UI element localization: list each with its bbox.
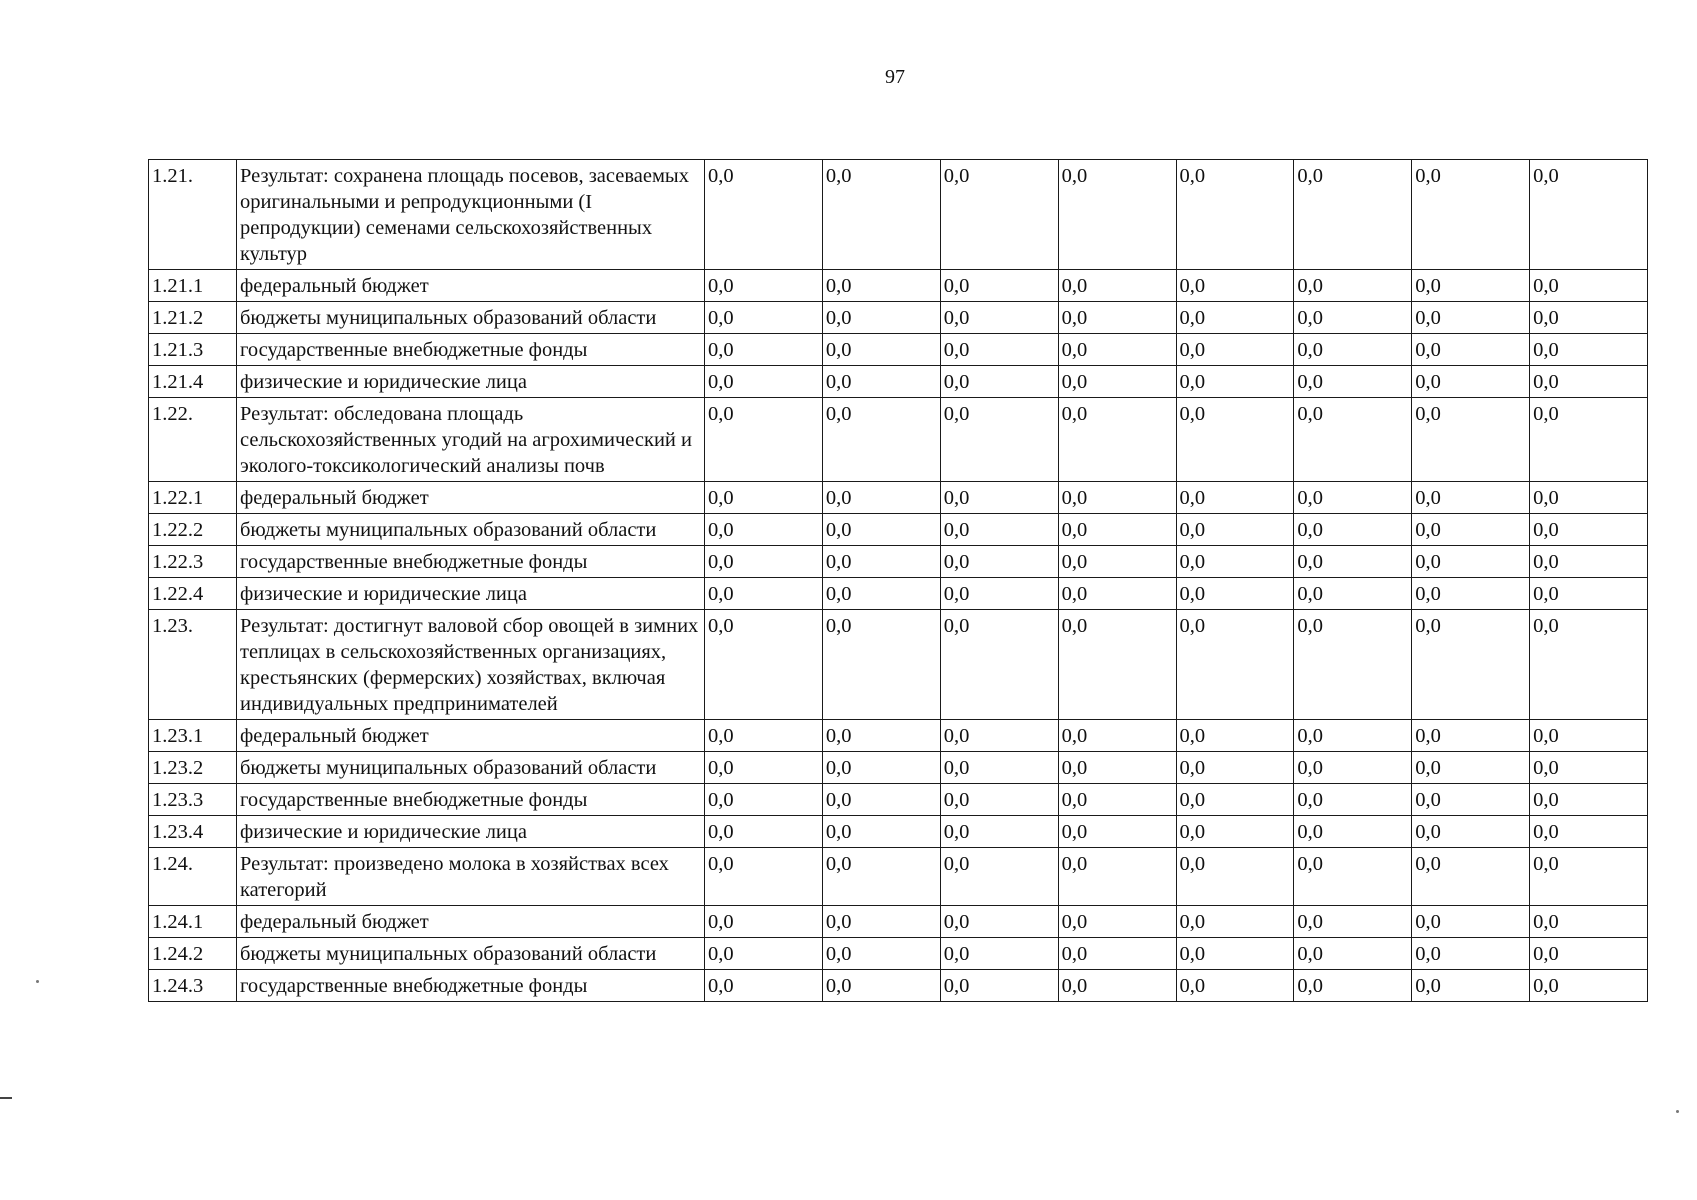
table-row — [149, 906, 1648, 938]
table-row — [149, 270, 1648, 302]
row-value: 0,0 — [822, 482, 940, 514]
table-row — [149, 970, 1648, 1002]
row-value: 0,0 — [1058, 546, 1176, 578]
row-value: 0,0 — [1176, 752, 1294, 784]
row-value: 0,0 — [1412, 270, 1530, 302]
row-code: 1.23.1 — [149, 720, 237, 752]
table-row — [149, 938, 1648, 970]
row-value: 0,0 — [822, 720, 940, 752]
row-description: бюджеты муниципальных образований области — [237, 938, 705, 970]
row-value: 0,0 — [1530, 720, 1648, 752]
table-row — [149, 334, 1648, 366]
row-value: 0,0 — [1412, 160, 1530, 270]
row-value: 0,0 — [940, 784, 1058, 816]
row-value: 0,0 — [1412, 938, 1530, 970]
row-code: 1.22.3 — [149, 546, 237, 578]
row-value: 0,0 — [1058, 784, 1176, 816]
row-value: 0,0 — [1294, 610, 1412, 720]
row-value: 0,0 — [1058, 578, 1176, 610]
row-value: 0,0 — [1176, 578, 1294, 610]
row-value: 0,0 — [822, 610, 940, 720]
row-code: 1.21.2 — [149, 302, 237, 334]
row-description: Результат: сохранена площадь посевов, засеваемых оригинальными и репродукционными (I репродукции) семенами сельскохозяйственных культур — [237, 160, 705, 270]
row-value: 0,0 — [1412, 784, 1530, 816]
row-description: федеральный бюджет — [237, 906, 705, 938]
row-description: физические и юридические лица — [237, 366, 705, 398]
row-value: 0,0 — [1176, 398, 1294, 482]
row-description: федеральный бюджет — [237, 720, 705, 752]
row-value: 0,0 — [940, 514, 1058, 546]
row-value: 0,0 — [1294, 366, 1412, 398]
table-row — [149, 160, 1648, 270]
row-value: 0,0 — [822, 160, 940, 270]
row-value: 0,0 — [1530, 906, 1648, 938]
row-code: 1.24. — [149, 848, 237, 906]
row-value: 0,0 — [1176, 334, 1294, 366]
row-value: 0,0 — [1530, 784, 1648, 816]
table-row — [149, 816, 1648, 848]
row-value: 0,0 — [822, 816, 940, 848]
row-value: 0,0 — [822, 514, 940, 546]
table-row — [149, 610, 1648, 720]
row-description: государственные внебюджетные фонды — [237, 970, 705, 1002]
table-row — [149, 398, 1648, 482]
row-value: 0,0 — [1294, 752, 1412, 784]
row-value: 0,0 — [940, 752, 1058, 784]
row-description: федеральный бюджет — [237, 482, 705, 514]
row-value: 0,0 — [1294, 546, 1412, 578]
table-row — [149, 302, 1648, 334]
row-description: физические и юридические лица — [237, 816, 705, 848]
row-value: 0,0 — [1412, 302, 1530, 334]
scan-speck — [1676, 1110, 1679, 1113]
row-value: 0,0 — [822, 578, 940, 610]
row-value: 0,0 — [1294, 160, 1412, 270]
row-value: 0,0 — [1530, 816, 1648, 848]
row-value: 0,0 — [705, 816, 823, 848]
row-value: 0,0 — [1294, 302, 1412, 334]
table-row — [149, 366, 1648, 398]
row-value: 0,0 — [1530, 160, 1648, 270]
row-value: 0,0 — [1176, 784, 1294, 816]
row-description: государственные внебюджетные фонды — [237, 784, 705, 816]
row-value: 0,0 — [1412, 514, 1530, 546]
row-value: 0,0 — [1176, 906, 1294, 938]
row-value: 0,0 — [1058, 720, 1176, 752]
row-code: 1.23.3 — [149, 784, 237, 816]
row-value: 0,0 — [705, 302, 823, 334]
row-value: 0,0 — [822, 848, 940, 906]
row-value: 0,0 — [705, 270, 823, 302]
row-value: 0,0 — [1412, 366, 1530, 398]
row-value: 0,0 — [705, 160, 823, 270]
row-value: 0,0 — [940, 720, 1058, 752]
row-value: 0,0 — [1412, 906, 1530, 938]
row-value: 0,0 — [1058, 398, 1176, 482]
table-row — [149, 848, 1648, 906]
row-value: 0,0 — [822, 906, 940, 938]
row-value: 0,0 — [822, 334, 940, 366]
row-value: 0,0 — [1294, 970, 1412, 1002]
row-description: государственные внебюджетные фонды — [237, 546, 705, 578]
row-value: 0,0 — [1176, 514, 1294, 546]
row-value: 0,0 — [1412, 610, 1530, 720]
row-value: 0,0 — [1412, 848, 1530, 906]
table-row — [149, 784, 1648, 816]
row-code: 1.21.1 — [149, 270, 237, 302]
row-value: 0,0 — [822, 970, 940, 1002]
row-value: 0,0 — [1058, 938, 1176, 970]
row-value: 0,0 — [1176, 366, 1294, 398]
row-value: 0,0 — [822, 784, 940, 816]
row-value: 0,0 — [1058, 970, 1176, 1002]
row-value: 0,0 — [1412, 398, 1530, 482]
row-value: 0,0 — [705, 366, 823, 398]
row-value: 0,0 — [1530, 546, 1648, 578]
row-value: 0,0 — [940, 302, 1058, 334]
row-description: бюджеты муниципальных образований области — [237, 302, 705, 334]
row-value: 0,0 — [1530, 398, 1648, 482]
row-value: 0,0 — [705, 906, 823, 938]
row-description: государственные внебюджетные фонды — [237, 334, 705, 366]
row-value: 0,0 — [1412, 334, 1530, 366]
row-value: 0,0 — [1294, 334, 1412, 366]
row-value: 0,0 — [1294, 578, 1412, 610]
table-row — [149, 752, 1648, 784]
row-description: федеральный бюджет — [237, 270, 705, 302]
row-value: 0,0 — [705, 848, 823, 906]
row-value: 0,0 — [1530, 514, 1648, 546]
row-code: 1.22.2 — [149, 514, 237, 546]
row-value: 0,0 — [1176, 610, 1294, 720]
row-value: 0,0 — [1058, 366, 1176, 398]
row-value: 0,0 — [1058, 906, 1176, 938]
row-value: 0,0 — [1058, 816, 1176, 848]
table-row — [149, 546, 1648, 578]
row-value: 0,0 — [1176, 270, 1294, 302]
row-value: 0,0 — [1176, 482, 1294, 514]
row-code: 1.23. — [149, 610, 237, 720]
row-value: 0,0 — [940, 546, 1058, 578]
budget-table — [148, 159, 1648, 1002]
row-code: 1.23.4 — [149, 816, 237, 848]
row-value: 0,0 — [1412, 970, 1530, 1002]
row-value: 0,0 — [705, 784, 823, 816]
table-row — [149, 720, 1648, 752]
row-value: 0,0 — [822, 398, 940, 482]
row-value: 0,0 — [705, 720, 823, 752]
row-code: 1.21.4 — [149, 366, 237, 398]
row-value: 0,0 — [705, 482, 823, 514]
row-value: 0,0 — [1058, 302, 1176, 334]
row-value: 0,0 — [822, 366, 940, 398]
row-value: 0,0 — [705, 578, 823, 610]
row-value: 0,0 — [1294, 784, 1412, 816]
row-value: 0,0 — [1176, 970, 1294, 1002]
row-value: 0,0 — [1530, 366, 1648, 398]
row-value: 0,0 — [1530, 752, 1648, 784]
row-description: бюджеты муниципальных образований области — [237, 514, 705, 546]
row-value: 0,0 — [1412, 546, 1530, 578]
row-value: 0,0 — [1058, 482, 1176, 514]
row-code: 1.24.2 — [149, 938, 237, 970]
row-value: 0,0 — [1530, 482, 1648, 514]
row-value: 0,0 — [1530, 302, 1648, 334]
row-code: 1.22.1 — [149, 482, 237, 514]
row-value: 0,0 — [705, 610, 823, 720]
row-value: 0,0 — [940, 482, 1058, 514]
row-value: 0,0 — [1058, 334, 1176, 366]
row-value: 0,0 — [1058, 514, 1176, 546]
row-value: 0,0 — [1058, 160, 1176, 270]
table-body — [149, 160, 1648, 1002]
row-value: 0,0 — [705, 752, 823, 784]
row-description: Результат: достигнут валовой сбор овощей в зимних теплицах в сельскохозяйственных организациях, крестьянских (фермерских) хозяйствах, включая индивидуальных предпринимателей — [237, 610, 705, 720]
row-value: 0,0 — [1530, 578, 1648, 610]
row-value: 0,0 — [1058, 848, 1176, 906]
row-code: 1.24.3 — [149, 970, 237, 1002]
row-value: 0,0 — [1530, 270, 1648, 302]
row-value: 0,0 — [1530, 848, 1648, 906]
row-value: 0,0 — [1294, 720, 1412, 752]
row-value: 0,0 — [940, 270, 1058, 302]
row-value: 0,0 — [940, 578, 1058, 610]
table-row — [149, 514, 1648, 546]
row-value: 0,0 — [1530, 938, 1648, 970]
scan-mark — [0, 1097, 12, 1099]
row-value: 0,0 — [940, 398, 1058, 482]
row-value: 0,0 — [940, 334, 1058, 366]
row-value: 0,0 — [940, 970, 1058, 1002]
row-description: бюджеты муниципальных образований области — [237, 752, 705, 784]
row-value: 0,0 — [822, 302, 940, 334]
row-value: 0,0 — [1294, 816, 1412, 848]
row-value: 0,0 — [1294, 482, 1412, 514]
row-value: 0,0 — [940, 366, 1058, 398]
row-value: 0,0 — [1294, 398, 1412, 482]
row-description: Результат: произведено молока в хозяйствах всех категорий — [237, 848, 705, 906]
row-value: 0,0 — [1058, 610, 1176, 720]
row-value: 0,0 — [705, 546, 823, 578]
table-row — [149, 578, 1648, 610]
row-value: 0,0 — [1176, 546, 1294, 578]
row-value: 0,0 — [705, 398, 823, 482]
row-value: 0,0 — [1412, 578, 1530, 610]
row-value: 0,0 — [940, 848, 1058, 906]
row-value: 0,0 — [1176, 160, 1294, 270]
row-code: 1.21.3 — [149, 334, 237, 366]
row-code: 1.24.1 — [149, 906, 237, 938]
row-value: 0,0 — [1058, 270, 1176, 302]
scan-speck — [36, 980, 39, 983]
row-value: 0,0 — [705, 938, 823, 970]
row-value: 0,0 — [822, 546, 940, 578]
row-value: 0,0 — [1294, 514, 1412, 546]
row-value: 0,0 — [705, 334, 823, 366]
row-value: 0,0 — [1412, 752, 1530, 784]
row-value: 0,0 — [705, 970, 823, 1002]
row-code: 1.23.2 — [149, 752, 237, 784]
row-value: 0,0 — [1176, 302, 1294, 334]
row-value: 0,0 — [822, 938, 940, 970]
table-row — [149, 482, 1648, 514]
row-description: физические и юридические лица — [237, 578, 705, 610]
row-value: 0,0 — [1530, 334, 1648, 366]
row-value: 0,0 — [1530, 970, 1648, 1002]
row-value: 0,0 — [1412, 816, 1530, 848]
row-code: 1.21. — [149, 160, 237, 270]
row-value: 0,0 — [1176, 816, 1294, 848]
row-value: 0,0 — [1294, 938, 1412, 970]
row-value: 0,0 — [940, 610, 1058, 720]
row-value: 0,0 — [940, 816, 1058, 848]
row-value: 0,0 — [1176, 938, 1294, 970]
row-value: 0,0 — [1294, 848, 1412, 906]
row-value: 0,0 — [1058, 752, 1176, 784]
row-value: 0,0 — [822, 270, 940, 302]
row-value: 0,0 — [705, 514, 823, 546]
row-value: 0,0 — [940, 906, 1058, 938]
row-value: 0,0 — [1176, 720, 1294, 752]
row-value: 0,0 — [1176, 848, 1294, 906]
row-value: 0,0 — [1530, 610, 1648, 720]
row-value: 0,0 — [1294, 906, 1412, 938]
row-code: 1.22.4 — [149, 578, 237, 610]
row-value: 0,0 — [822, 752, 940, 784]
row-value: 0,0 — [940, 160, 1058, 270]
page-number: 97 — [885, 66, 905, 88]
row-code: 1.22. — [149, 398, 237, 482]
row-value: 0,0 — [1412, 482, 1530, 514]
row-value: 0,0 — [1294, 270, 1412, 302]
row-value: 0,0 — [940, 938, 1058, 970]
row-description: Результат: обследована площадь сельскохозяйственных угодий на агрохимический и эколого-токсикологический анализы почв — [237, 398, 705, 482]
row-value: 0,0 — [1412, 720, 1530, 752]
